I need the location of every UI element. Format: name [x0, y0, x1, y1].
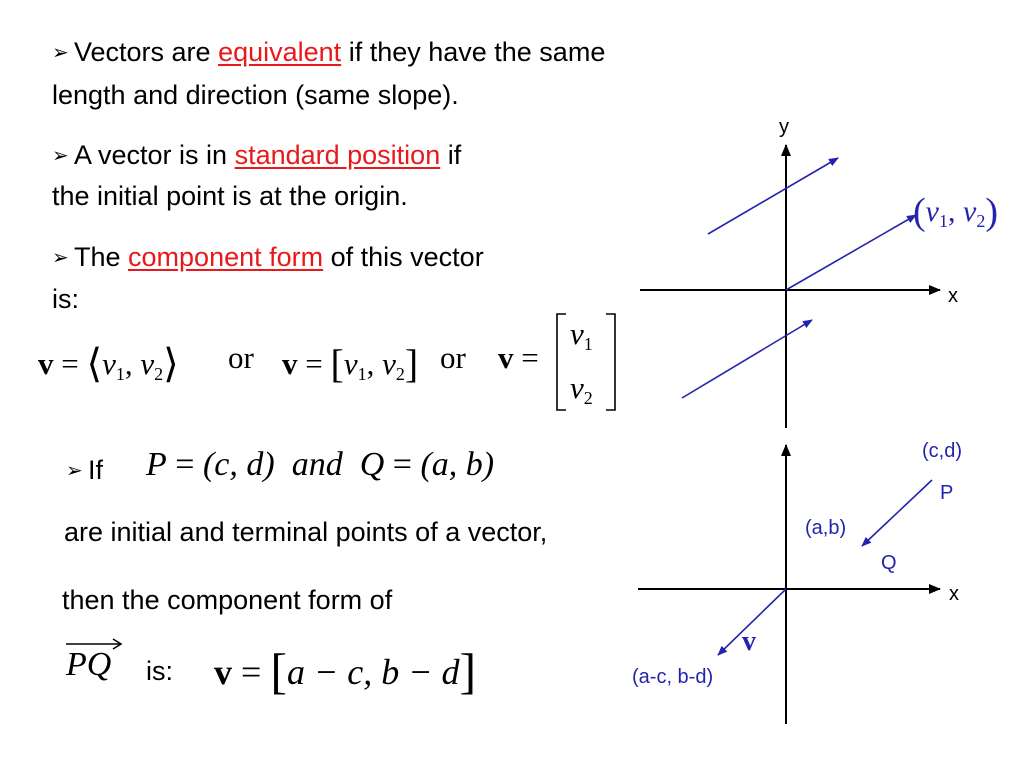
vector-v: v — [498, 340, 514, 375]
bullet-text: The — [74, 242, 129, 272]
result-components: a − c, b − d — [286, 652, 460, 692]
top-x-label: x — [948, 285, 958, 307]
top-vector-lower — [682, 320, 812, 398]
is-label: is: — [146, 656, 173, 686]
comma: , — [947, 195, 956, 228]
bottom-x-label: x — [949, 583, 959, 605]
term-component-form: component form — [128, 242, 324, 272]
bullet-equivalent-line2: length and direction (same slope). — [52, 80, 459, 110]
equals-sign: = — [392, 446, 412, 483]
equals-sign: = — [175, 446, 195, 483]
left-square-bracket: [ — [270, 643, 287, 699]
term-standard-position: standard position — [234, 140, 441, 170]
term-equivalent: equivalent — [218, 37, 342, 67]
vector-v: v — [214, 652, 232, 692]
body-line-1: are initial and terminal points of a vector, — [64, 517, 548, 547]
label-v1: v — [925, 195, 939, 228]
bullet-marker: ➢ — [52, 40, 69, 64]
left-paren: ( — [913, 191, 926, 233]
subscript-1: 1 — [583, 334, 593, 354]
vector-v: v — [38, 346, 54, 381]
right-paren: ) — [985, 191, 998, 233]
equals-sign: = — [521, 340, 539, 375]
equals-sign: = — [305, 346, 323, 381]
top-vector-upper — [708, 158, 838, 234]
bullet-component-form-line2: is: — [52, 284, 79, 314]
or-text-2: or — [440, 340, 466, 375]
component-v2: v — [140, 346, 155, 381]
top-vector-label — [913, 190, 998, 234]
subscript-1: 1 — [115, 364, 125, 384]
subscript-2: 2 — [395, 364, 405, 384]
label-cd: (c,d) — [922, 440, 962, 462]
right-square-bracket: ] — [459, 643, 477, 699]
comma: , — [366, 346, 375, 381]
label-v — [742, 626, 756, 658]
vector-pq-line — [862, 480, 932, 546]
label-result: (a-c, b-d) — [632, 666, 714, 688]
top-y-label: y — [779, 116, 789, 138]
point-p: P — [146, 446, 167, 483]
equals-sign: = — [61, 346, 79, 381]
comma: , — [124, 346, 133, 381]
bullet-text: of this vector — [323, 242, 484, 272]
subscript-2: 2 — [154, 364, 164, 384]
subscript-1: 1 — [357, 364, 367, 384]
or-text-1: or — [228, 340, 254, 375]
component-v2: v — [570, 370, 584, 405]
subscript-2: 2 — [976, 211, 986, 231]
vector-pq-label: PQ — [66, 646, 112, 683]
subscript-2: 2 — [583, 388, 593, 408]
bullet-text: If — [88, 455, 104, 485]
left-angle-bracket: ⟨ — [86, 341, 103, 386]
top-vector-origin — [786, 215, 916, 290]
bullet-marker: ➢ — [66, 458, 83, 482]
equals-sign: = — [241, 652, 262, 692]
bullet-text: if they have the same — [341, 37, 606, 67]
label-v-text: v — [742, 626, 756, 657]
bullet-text: if — [440, 140, 462, 170]
subscript-1: 1 — [938, 211, 948, 231]
component-v1: v — [102, 346, 116, 381]
component-v1: v — [570, 316, 584, 351]
bullet-text: Vectors are — [74, 37, 219, 67]
component-v2: v — [382, 346, 396, 381]
vector-v: v — [282, 346, 298, 381]
left-square-bracket: [ — [330, 341, 344, 386]
and-word: and — [291, 446, 343, 483]
right-square-bracket: ] — [404, 341, 419, 386]
bullet-marker: ➢ — [52, 245, 69, 269]
label-v2: v — [962, 195, 977, 228]
bullet-text: A vector is in — [74, 140, 235, 170]
bullet-standard-position-line2: the initial point is at the origin. — [52, 181, 408, 211]
point-p-coords: (c, d) — [202, 446, 275, 483]
right-angle-bracket: ⟩ — [163, 341, 179, 386]
point-q-coords: (a, b) — [420, 446, 495, 483]
label-q: Q — [881, 552, 897, 574]
bullet-marker: ➢ — [52, 143, 69, 167]
point-q: Q — [359, 446, 385, 483]
label-p: P — [940, 482, 954, 504]
body-line-2: then the component form of — [62, 585, 393, 615]
component-v1: v — [343, 346, 358, 381]
label-ab: (a,b) — [805, 517, 847, 539]
